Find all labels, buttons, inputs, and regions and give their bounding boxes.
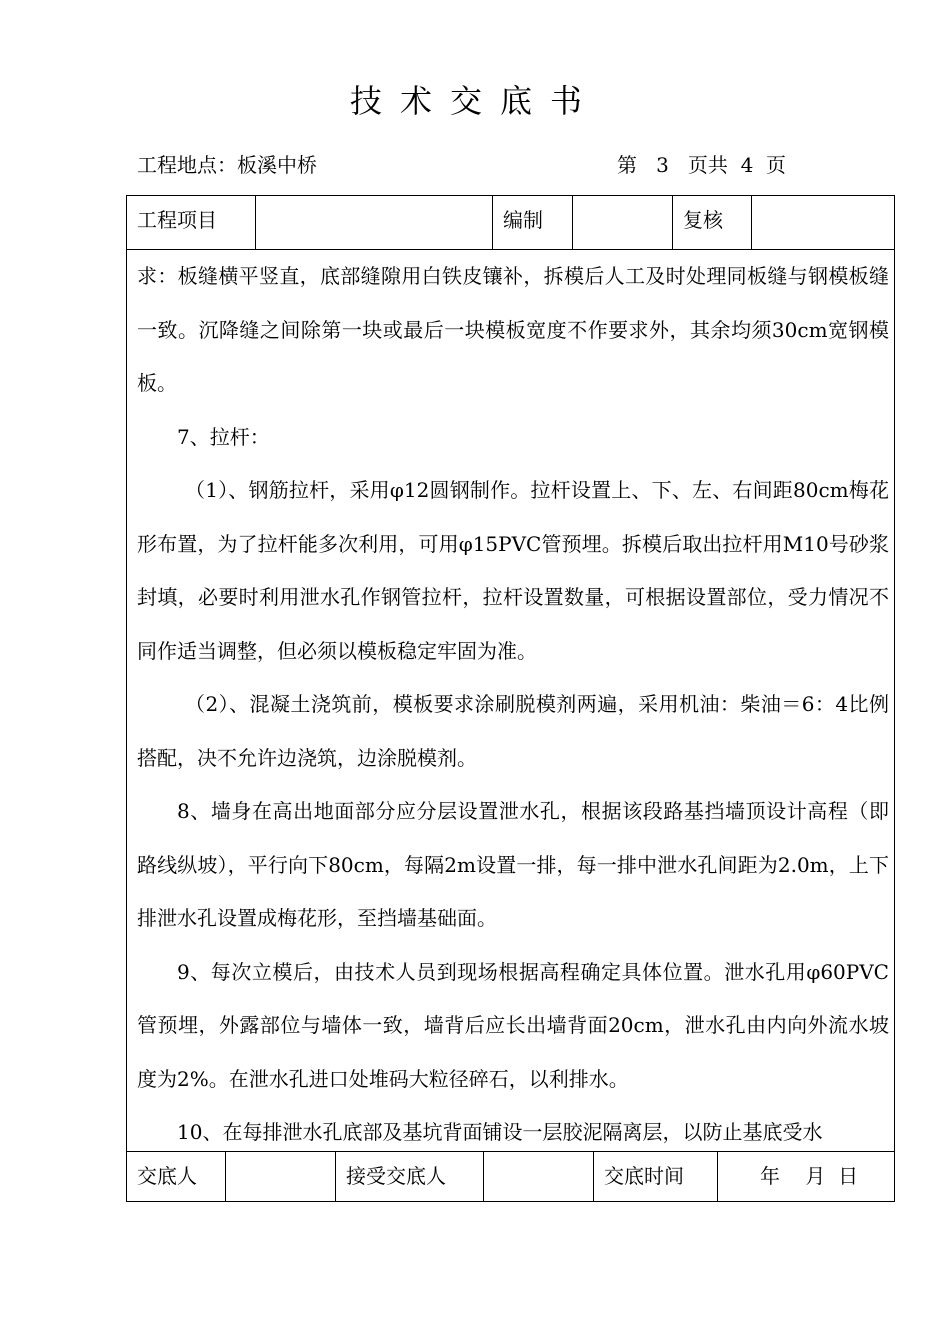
- paragraph-2: 7、拉杆：: [177, 424, 270, 449]
- paragraph-7: 10、在每排泄水孔底部及基坑背面铺设一层胶泥隔离层，以防止基底受水: [177, 1120, 823, 1144]
- time-value[interactable]: 年 月 日: [717, 1152, 896, 1202]
- project-label: 工程项目: [137, 208, 217, 232]
- paragraph-1: 求：板缝横平竖直，底部缝隙用白铁皮镶补，拆模后人工及时处理同板缝与钢模板缝一致。沉降缝之间除第一块或最后一块模板宽度不作要求外，其余均须30cm宽钢模板。: [137, 264, 889, 395]
- paragraph-5: 8、墙身在高出地面部分应分层设置泄水孔，根据该段路基挡墙顶设计高程（即路线纵坡），平行向下80cm，每隔2m设置一排，每一排中泄水孔间距为2.0m，上下排泄水孔设置成梅花形，至挡墙基础面。: [137, 799, 889, 930]
- project-value[interactable]: [255, 196, 492, 249]
- paragraph-4: （2）、混凝土浇筑前，模板要求涂刷脱模剂两遍，采用机油：柴油＝6：4比例搭配，决不允许边浇筑，边涂脱模剂。: [137, 692, 889, 770]
- form-table: [126, 195, 895, 1202]
- compiled-value[interactable]: [572, 196, 672, 249]
- footer-row: [127, 1151, 894, 1202]
- time-label: 交底时间: [593, 1152, 717, 1202]
- receiver-label: 接受交底人: [335, 1152, 483, 1202]
- page-info: 第 3 页共 4 页: [617, 153, 787, 177]
- handover-label: 交底人: [137, 1164, 197, 1188]
- body-content: [137, 250, 889, 1150]
- site-label: 工程地点：板溪中桥: [137, 153, 317, 177]
- document-title: 技术交底书: [349, 82, 600, 120]
- handover-value[interactable]: [225, 1152, 335, 1202]
- review-label: 复核: [672, 196, 751, 249]
- receiver-value[interactable]: [483, 1152, 593, 1202]
- review-value[interactable]: [751, 196, 896, 249]
- compiled-label: 编制: [492, 196, 572, 249]
- paragraph-3: （1）、钢筋拉杆，采用φ12圆钢制作。拉杆设置上、下、左、右间距80cm梅花形布置，为了拉杆能多次利用，可用φ15PVC管预埋。拆模后取出拉杆用M10号砂浆封填，必要时利用泄水孔作钢管拉杆，拉杆设置数量，可根据设置部位，受力情况不同作适当调整，但必须以模板稳定牢固为准。: [137, 478, 889, 663]
- header-row: [127, 196, 894, 250]
- paragraph-6: 9、每次立模后，由技术人员到现场根据高程确定具体位置。泄水孔用φ60PVC管预埋，外露部位与墙体一致，墙背后应长出墙背面20cm，泄水孔由内向外流水坡度为2%。在泄水孔进口处堆码大粒径碎石，以利排水。: [137, 959, 889, 1091]
